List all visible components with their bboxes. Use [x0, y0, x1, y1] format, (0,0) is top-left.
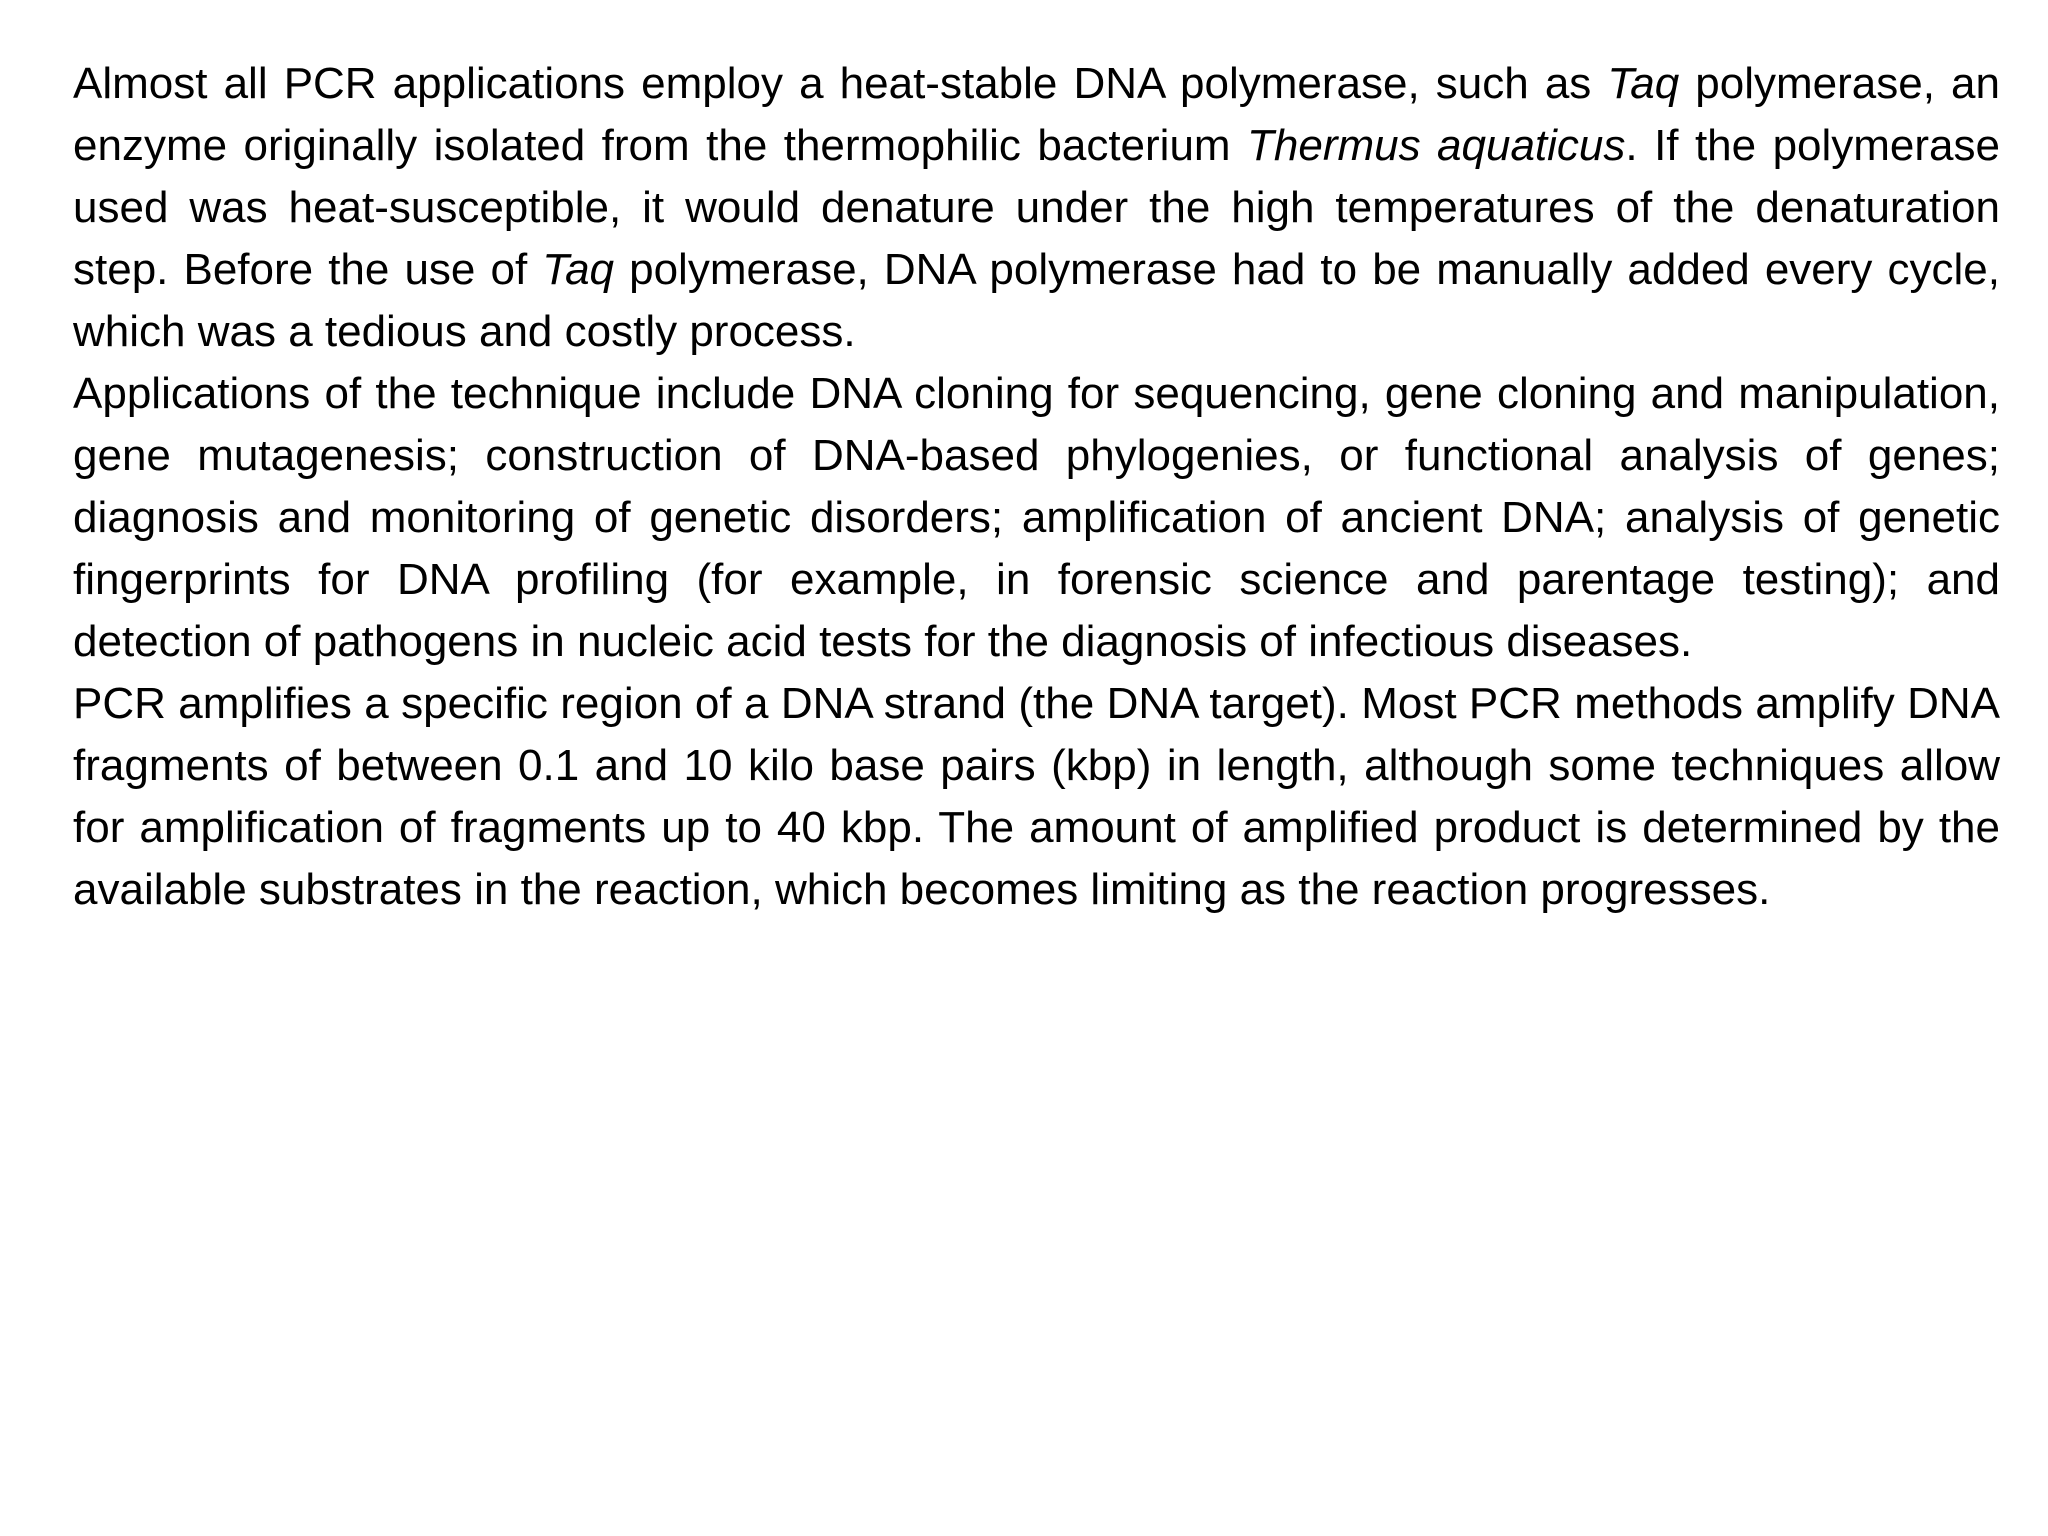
paragraph-taq-polymerase	[73, 53, 2000, 363]
text-segment: Almost all PCR applications employ a heat-stable DNA polymerase, such as	[73, 59, 1608, 108]
text-segment: polymerase, an enzyme originally isolated from the thermophilic bacterium	[73, 59, 2000, 170]
italic-term-taq: Taq	[1607, 59, 1680, 108]
text-segment: Applications of the technique include DNA cloning for sequencing, gene cloning and manipulation, gene mutagenesis; construction of DNA-based phylogenies, or functional analysis of genes; diagnosis and monitoring of genetic disorders; amplification of ancient DNA; analysis of genetic fingerprints for DNA profiling (for example, in forensic science and parentage testing); and detection of pathogens in nucleic acid tests for the diagnosis of infectious diseases.	[73, 369, 2000, 666]
italic-term-thermus-aquaticus: Thermus aquaticus	[1247, 121, 1626, 170]
paragraph-applications	[73, 363, 2000, 673]
text-body	[73, 53, 2000, 921]
text-segment: . If the polymerase used was heat-susceptible, it would denature under the high temperatures of the denaturation step. Before the use of	[73, 121, 2001, 294]
text-segment: PCR amplifies a specific region of a DNA strand (the DNA target). Most PCR methods amplify DNA fragments of between 0.1 and 10 kilo base pairs (kbp) in length, although some techniques allow for amplification of fragments up to 40 kbp. The amount of amplified product is determined by the available substrates in the reaction, which becomes limiting as the reaction progresses.	[73, 679, 2000, 914]
text-segment: polymerase, DNA polymerase had to be manually added every cycle, which was a tedious and costly process.	[73, 245, 2000, 356]
italic-term-taq: Taq	[542, 245, 615, 294]
paragraph-amplification	[73, 673, 2000, 921]
